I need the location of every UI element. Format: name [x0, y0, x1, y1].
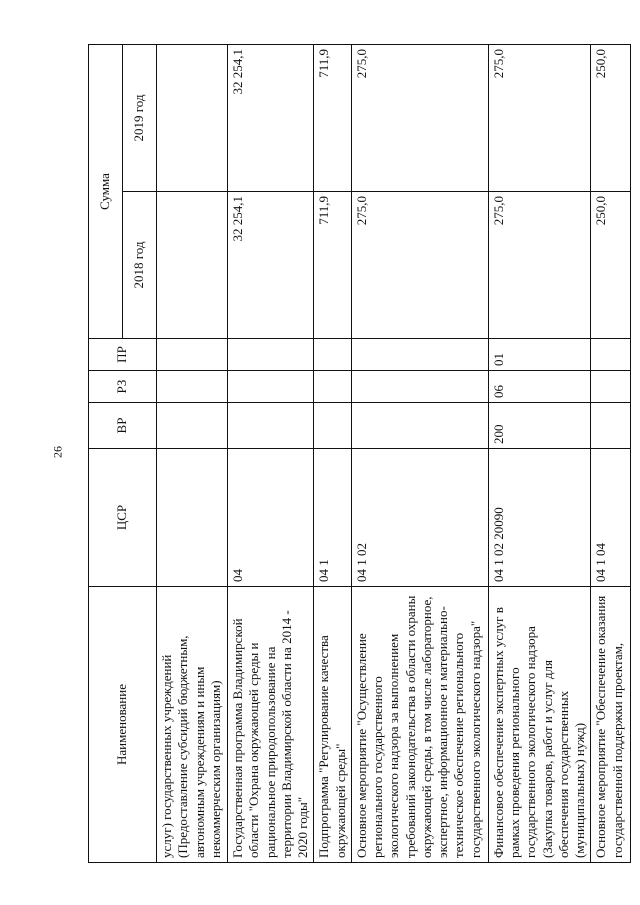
cell-vr — [228, 403, 314, 449]
cell-2018: 275,0 — [488, 192, 591, 339]
cell-vr — [351, 403, 488, 449]
cell-csr: 04 1 02 — [351, 449, 488, 587]
header-year-2019: 2019 год — [123, 45, 157, 192]
cell-name: Государственная программа Владимирской области "Охрана окружающей среды и рациональное природопользование на территории Владимирской области на 2014 - 2020 годы" — [228, 587, 314, 863]
cell-csr: 04 1 04 — [591, 449, 631, 587]
cell-csr: 04 1 02 20090 — [488, 449, 591, 587]
table-row — [228, 45, 314, 863]
cell-rz: 06 — [488, 371, 591, 403]
cell-2018: 250,0 — [591, 192, 631, 339]
cell-2019 — [157, 45, 228, 192]
budget-table — [88, 44, 631, 863]
cell-2019: 275,0 — [351, 45, 488, 192]
cell-rz — [591, 371, 631, 403]
cell-pr — [591, 339, 631, 371]
cell-vr — [157, 403, 228, 449]
header-name: Наименование — [89, 587, 157, 863]
header-rz: РЗ — [89, 371, 157, 403]
cell-vr — [591, 403, 631, 449]
cell-2018: 275,0 — [351, 192, 488, 339]
cell-vr: 200 — [488, 403, 591, 449]
cell-rz — [228, 371, 314, 403]
cell-pr — [157, 339, 228, 371]
cell-rz — [157, 371, 228, 403]
table-row — [351, 45, 488, 863]
cell-name: Подпрограмма "Регулирование качества окружающей среды" — [314, 587, 352, 863]
cell-2019: 275,0 — [488, 45, 591, 192]
rotated-table-container — [88, 45, 625, 863]
cell-csr — [157, 449, 228, 587]
header-pr: ПР — [89, 339, 157, 371]
cell-pr — [351, 339, 488, 371]
cell-2018 — [157, 192, 228, 339]
cell-2019: 32 254,1 — [228, 45, 314, 192]
cell-name: Основное мероприятие "Осуществление регионального государственного экологического надзора за выполнением требований законодательства в области охраны окружающей среды, в том числе лабораторное, экспертное, информационное и материально-техническое обеспечение регионального государственного экологического надзора" — [351, 587, 488, 863]
cell-csr: 04 — [228, 449, 314, 587]
cell-vr — [314, 403, 352, 449]
table-row — [488, 45, 591, 863]
header-row-top — [89, 45, 123, 863]
header-vr: ВР — [89, 403, 157, 449]
header-csr: ЦСР — [89, 449, 157, 587]
table-row — [157, 45, 228, 863]
header-sum: Сумма — [89, 45, 123, 339]
cell-2019: 250,0 — [591, 45, 631, 192]
cell-2019: 711,9 — [314, 45, 352, 192]
cell-name: Финансовое обеспечение экспертных услуг в рамках проведения регионального государственного экологического надзора (Закупка товаров, работ и услуг для обеспечения государственных (муниципальных) нужд) — [488, 587, 591, 863]
cell-csr: 04 1 — [314, 449, 352, 587]
cell-name: Основное мероприятие "Обеспечение оказания государственной поддержки проектам, — [591, 587, 631, 863]
cell-2018: 32 254,1 — [228, 192, 314, 339]
cell-rz — [314, 371, 352, 403]
table-row — [314, 45, 352, 863]
header-year-2018: 2018 год — [123, 192, 157, 339]
page-number: 26 — [50, 446, 65, 458]
cell-pr — [314, 339, 352, 371]
cell-pr: 01 — [488, 339, 591, 371]
cell-2018: 711,9 — [314, 192, 352, 339]
cell-name: услуг) государственных учреждений (Предоставление субсидий бюджетным, автономным учреждениям и иным некоммерческим организациям) — [157, 587, 228, 863]
cell-pr — [228, 339, 314, 371]
table-row — [591, 45, 631, 863]
cell-rz — [351, 371, 488, 403]
